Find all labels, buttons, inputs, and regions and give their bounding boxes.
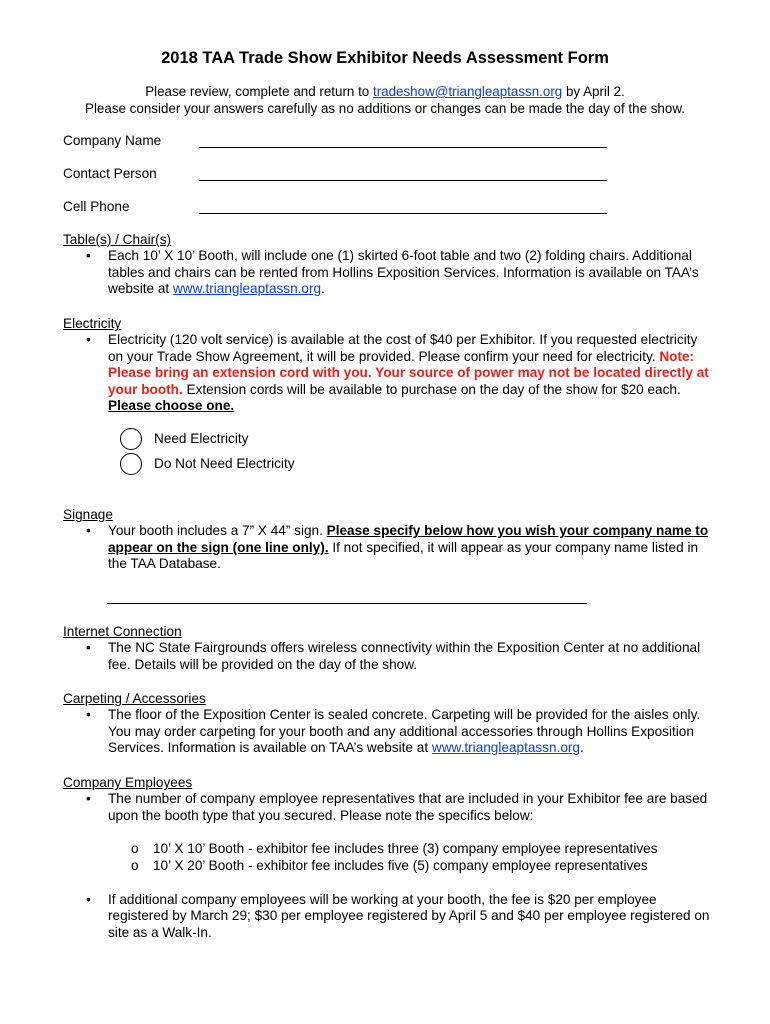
booth-10x20-item — [63, 858, 713, 874]
intro-text — [0, 84, 770, 117]
booth-10x10-item — [63, 841, 713, 857]
no-electricity-label: Do Not Need Electricity — [154, 456, 295, 471]
carpeting-website-link[interactable]: www.triangleaptassn.org — [431, 740, 580, 756]
employees-heading: Company Employees — [63, 775, 193, 790]
intro-line-2: Please consider your answers carefully as no additions or changes can be made the day of the show. — [85, 100, 685, 116]
sub-bullet-icon: o — [131, 857, 139, 873]
need-electricity-label: Need Electricity — [154, 431, 249, 446]
employees-section — [63, 775, 713, 941]
company-name-input-line[interactable] — [199, 147, 607, 148]
carpeting-section — [63, 691, 713, 757]
sign-name-input-line[interactable] — [107, 603, 587, 604]
cell-phone-input-line[interactable] — [199, 213, 607, 214]
contact-person-label: Contact Person — [63, 166, 157, 181]
electricity-section — [63, 316, 713, 414]
tables-text: Each 10’ X 10’ Booth, will include one (1) skirted 6-foot table and two (2) folding chairs. Additional tables and chairs can be rented from Hollins Exposition Services. Information is available on TAA’s website at — [108, 248, 699, 297]
contact-person-field[interactable] — [63, 166, 623, 184]
sub-bullet-icon: o — [131, 841, 139, 857]
bullet-icon: • — [86, 892, 91, 908]
bullet-icon: • — [86, 640, 91, 656]
email-link[interactable]: tradeshow@triangleaptassn.org — [372, 84, 563, 99]
spacer — [63, 824, 713, 841]
spacer — [63, 874, 713, 892]
page-title: 2018 TAA Trade Show Exhibitor Needs Assessment Form — [161, 49, 609, 67]
carpeting-text: The floor of the Exposition Center is sealed concrete. Carpeting will be provided for the aisles only. You may order carpeting for your booth and any additional accessories through Hollins Exposition Services. Information is available on TAA’s website at — [108, 707, 701, 756]
electricity-bullet — [63, 332, 713, 414]
signage-section — [63, 507, 713, 573]
bullet-icon: • — [86, 332, 91, 348]
carpeting-heading: Carpeting / Accessories — [63, 691, 206, 706]
intro-line-1-end: by April 2. — [562, 84, 625, 99]
cell-phone-label: Cell Phone — [63, 199, 130, 214]
signage-bullet — [63, 523, 713, 572]
carpeting-text-end: . — [580, 740, 584, 756]
employees-text-1: The number of company employee representatives that are included in your Exhibitor fee are based upon the booth type that you secured. Please note the specifics below: — [108, 791, 708, 823]
carpeting-bullet — [63, 707, 713, 756]
internet-text: The NC State Fairgrounds offers wireless connectivity within the Exposition Center at no additional fee. Details will be provided on the day of the show. — [108, 640, 701, 672]
bullet-icon: • — [86, 523, 91, 539]
signage-heading: Signage — [63, 507, 113, 522]
bullet-icon: • — [86, 248, 91, 264]
electricity-heading: Electricity — [63, 316, 122, 331]
intro-line-1 — [0, 84, 770, 101]
bullet-icon: • — [86, 707, 91, 723]
electricity-note: Note: Please bring an extension cord with you. Your source of power may not be located directly at your booth. — [108, 348, 709, 397]
contact-person-input-line[interactable] — [199, 180, 607, 181]
need-electricity-radio[interactable] — [120, 428, 142, 450]
signage-instruction: Please specify below how you wish your company name to appear on the sign (one line only). — [108, 523, 709, 555]
signage-text-1: Your booth includes a 7” X 44” sign. — [108, 523, 327, 539]
tables-website-link[interactable]: www.triangleaptassn.org — [172, 281, 322, 297]
employees-text-2: If additional company employees will be working at your booth, the fee is $20 per employee registered by March 29; $30 per employee registered by April 5 and $40 per employee registered on site as a Walk-In. — [108, 892, 710, 940]
internet-heading: Internet Connection — [63, 624, 182, 639]
bullet-icon: • — [86, 791, 91, 807]
signage-text-2: If not specified, it will appear as your company name listed in the TAA Database. — [108, 539, 699, 572]
no-electricity-radio[interactable] — [120, 453, 142, 475]
company-name-field[interactable] — [63, 133, 623, 151]
company-name-label: Company Name — [63, 133, 162, 148]
tables-text-end: . — [321, 281, 325, 297]
booth-10x10-text: 10’ X 10’ Booth - exhibitor fee includes three (3) company employee representatives — [153, 841, 658, 857]
electricity-text-1: Electricity (120 volt service) is available at the cost of $40 per Exhibitor. If you requested electricity on your Trade Show Agreement, it will be provided. Please confirm your need for electricity. — [108, 332, 698, 364]
tables-heading: Table(s) / Chair(s) — [63, 232, 172, 247]
employees-bullet-1 — [63, 791, 713, 824]
intro-line-1-start: Please review, complete and return to — [145, 84, 373, 99]
electricity-text-2: Extension cords will be available to purchase on the day of the show for $20 each. — [182, 381, 681, 397]
booth-10x20-text: 10’ X 20’ Booth - exhibitor fee includes five (5) company employee representatives — [153, 857, 648, 873]
internet-section — [63, 624, 713, 673]
tables-section — [63, 232, 713, 298]
employees-bullet-2 — [63, 892, 713, 941]
internet-bullet — [63, 640, 713, 673]
tables-bullet — [63, 248, 713, 297]
cell-phone-field[interactable] — [63, 199, 623, 217]
choose-one-instruction: Please choose one. — [108, 398, 235, 414]
